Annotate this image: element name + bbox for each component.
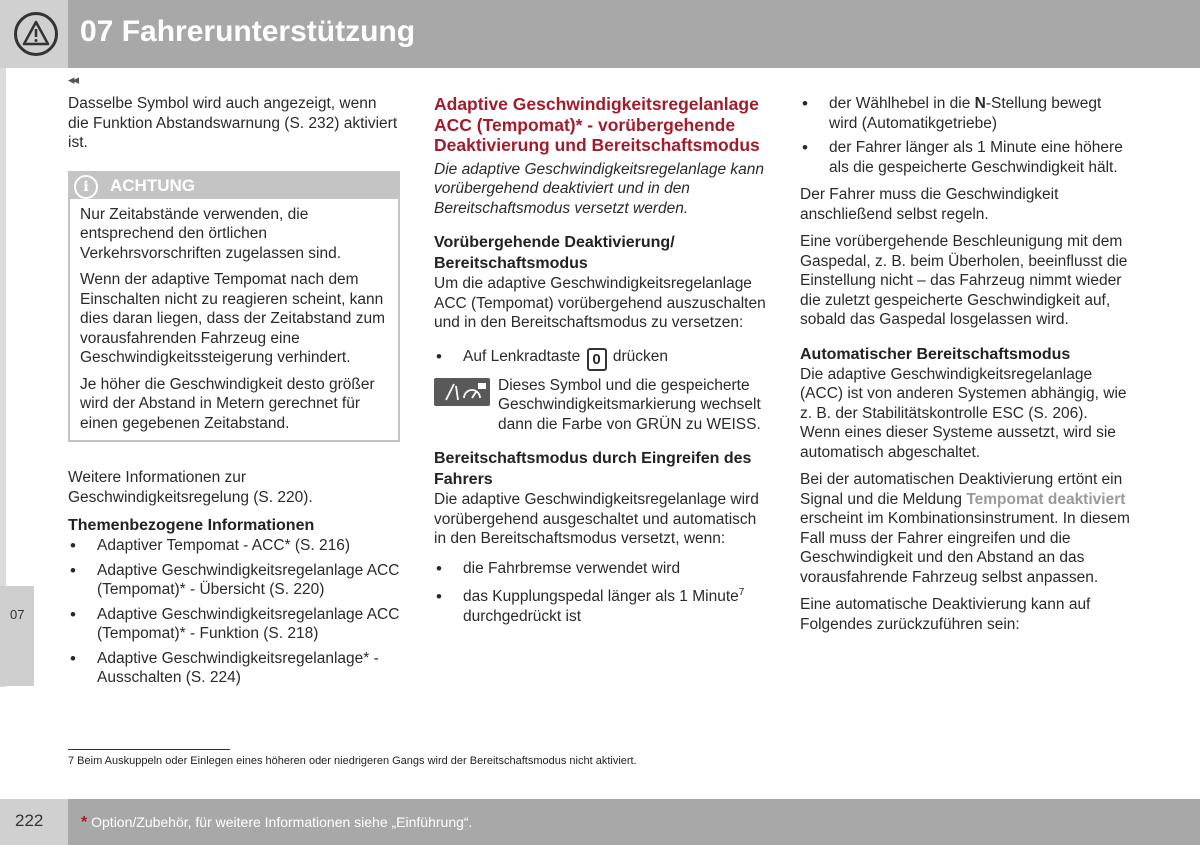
condition-text-tail: durchgedrückt ist [463, 607, 582, 625]
step-text-before: Auf Lenkradtaste [463, 347, 581, 365]
related-link[interactable]: • Adaptiver Tempomat - ACC* (S. 216) [68, 536, 400, 556]
info-icon: i [74, 175, 98, 199]
column-middle [434, 94, 766, 634]
footer-bar [68, 799, 1200, 845]
header-bar [68, 0, 1200, 68]
related-heading: Themenbezogene Informationen [68, 517, 315, 534]
warning-paragraph: Nur Zeitabstände verwenden, die entsprechend den örtlichen Verkehrsvorschriften zugelassen sind. [80, 205, 342, 262]
condition-item: • der Fahrer länger als 1 Minute eine höhere als die gespeicherte Geschwindigkeit hält. [800, 138, 1132, 177]
paragraph: Eine automatische Deaktivierung kann auf Folgendes zurückzuführen sein: [800, 596, 1091, 633]
step-list [434, 347, 766, 371]
footer-note-text: Option/Zubehör, für weitere Informationen siehe „Einführung“. [91, 814, 473, 830]
paragraph: Der Fahrer muss die Geschwindigkeit anschließend selbst regeln. [800, 186, 1059, 223]
footnote: 7 Beim Auskuppeln oder Einlegen eines höheren oder niedrigeren Gangs wird der Bereitschaftsmodus nicht aktiviert. [68, 755, 637, 767]
paragraph [800, 470, 1132, 587]
chapter-side-tab-label: 07 [10, 607, 25, 622]
paragraph: Dasselbe Symbol wird auch angezeigt, wenn die Funktion Abstandswarnung (S. 232) aktiviert ist. [68, 95, 398, 151]
symbol-row [434, 376, 766, 435]
back-arrows-icon[interactable]: ◂◂ [68, 72, 78, 87]
steering-wheel-key-0: 0 [587, 348, 607, 371]
condition-list [434, 559, 766, 627]
footer-note [81, 813, 472, 833]
paragraph-text-tail: erscheint im Kombinationsinstrument. In diesem Fall muss der Fahrer eingreifen und die Geschwindigkeit und den Abstand an das vorausfahrende Fahrzeug selbst anpassen. [800, 510, 1130, 586]
column-right [800, 94, 1132, 642]
warning-box-title: ACHTUNG [110, 175, 195, 195]
warning-paragraph: Je höher die Geschwindigkeit desto größer wird der Abstand in Metern gerechnet für einen gegebenen Zeitabstand. [80, 375, 375, 432]
paragraph: Um die adaptive Geschwindigkeitsregelanlage ACC (Tempomat) vorübergehend auszuschalten und in den Bereitschaftsmodus zu versetzen: [434, 275, 766, 331]
footnote-marker: 7 [738, 586, 745, 598]
section-intro: Die adaptive Geschwindigkeitsregelanlage kann vorübergehend deaktiviert und in den Bereitschaftsmodus versetzt werden. [434, 160, 765, 217]
paragraph: Weitere Informationen zur Geschwindigkeitsregelung (S. 220). [68, 469, 313, 506]
condition-text: das Kupplungspedal länger als 1 Minute [463, 588, 739, 605]
warning-box-body [70, 199, 398, 434]
subheading: Bereitschaftsmodus durch Eingreifen des Fahrers [434, 450, 752, 488]
column-left [68, 94, 400, 696]
paragraph: Eine vorübergehende Beschleunigung mit dem Gaspedal, z. B. beim Überholen, beeinflusst die Einstellung nicht – das Fahrzeug nimmt wieder die zuletzt gespeicherte Geschwindigkeit auf, sobald das Gaspedal losgelassen wird. [800, 233, 1128, 328]
chapter-title: 07 Fahrerunterstützung [80, 15, 416, 48]
related-link[interactable]: • Adaptive Geschwindigkeitsregelanlage ACC (Tempomat)* - Übersicht (S. 220) [68, 561, 400, 600]
section-heading: Adaptive Geschwindigkeitsregelanlage ACC (Tempomat)* - vorübergehende Deaktivierung und Bereitschaftsmodus [434, 94, 760, 155]
step-item [434, 347, 766, 371]
page-number: 222 [15, 811, 44, 830]
gear-n-label: N [974, 95, 986, 112]
condition-item [800, 94, 1132, 133]
paragraph: Die adaptive Geschwindigkeitsregelanlage wird vorübergehend ausgeschaltet und automatisch in den Bereitschaftsmodus versetzt, wenn: [434, 491, 759, 547]
condition-item: • die Fahrbremse verwendet wird [434, 559, 766, 579]
warning-box-header [70, 173, 398, 199]
chapter-side-tab [0, 586, 34, 686]
step-text-after: drücken [612, 347, 668, 365]
subheading: Automatischer Bereitschaftsmodus [800, 345, 1071, 363]
paragraph: Die adaptive Geschwindigkeitsregelanlage (ACC) ist von anderen Systemen abhängig, wie z. B. der Stabilitätskontrolle ESC (S. 206). Wenn eines dieser Systeme aussetzt, wird sie automatisch abgeschaltet. [800, 365, 1127, 461]
symbol-description: Dieses Symbol und die gespeicherte Geschwindigkeitsmarkierung wechselt dann die Farbe von GRÜN zu WEISS. [498, 376, 761, 433]
header-icon-area [0, 0, 68, 68]
warning-triangle-icon [14, 12, 58, 56]
related-link[interactable]: • Adaptive Geschwindigkeitsregelanlage* - Ausschalten (S. 224) [68, 649, 400, 688]
paragraph-text: Bei der automatischen Deaktivierung ertönt ein Signal und die Meldung [800, 471, 1123, 508]
page-number-box [0, 799, 68, 845]
condition-item [434, 587, 766, 626]
warning-box [68, 171, 400, 443]
speedometer-standby-icon [434, 378, 490, 406]
condition-text: der Wählhebel in die [829, 95, 971, 112]
condition-list-continued [800, 94, 1132, 177]
footnote-rule [68, 749, 230, 750]
related-list [68, 536, 400, 688]
related-link[interactable]: • Adaptive Geschwindigkeitsregelanlage ACC (Tempomat)* - Funktion (S. 218) [68, 605, 400, 644]
condition-text-tail: -Stellung bewegt wird (Automatikgetriebe) [829, 95, 1102, 132]
option-star: * [81, 814, 88, 831]
subheading: Vorübergehende Deaktivierung/ Bereitschaftsmodus [434, 234, 675, 272]
display-message: Tempomat deaktiviert [966, 490, 1126, 508]
warning-paragraph: Wenn der adaptive Tempomat nach dem Einschalten nicht zu reagieren scheint, kann dies daran liegen, dass der Zeitabstand zum vorausfahrenden Fahrzeug eine Geschwindigkeitssteigerung verhindert. [80, 271, 386, 366]
